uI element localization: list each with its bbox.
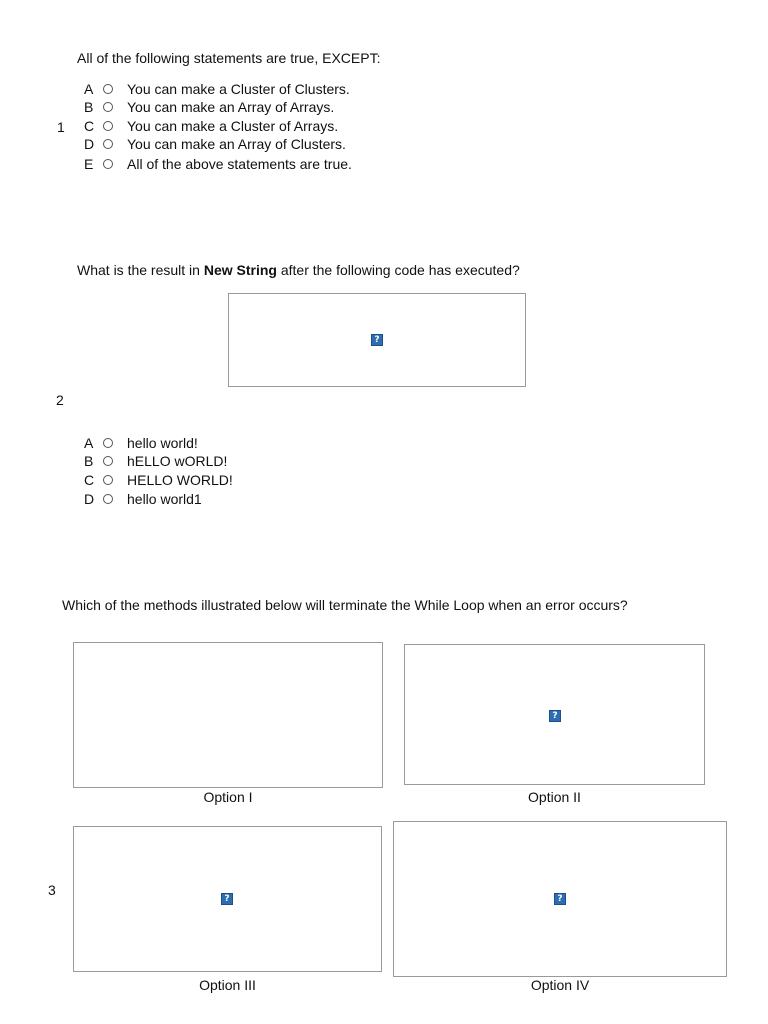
option-text: HELLO WORLD!: [127, 472, 233, 488]
radio-button[interactable]: [103, 456, 113, 466]
option-letter: D: [84, 136, 95, 152]
prompt-text: What is the result in: [77, 262, 204, 278]
question-1-prompt: All of the following statements are true, EXCEPT:: [77, 50, 381, 66]
option-letter: A: [84, 81, 94, 97]
option-letter: D: [84, 491, 95, 507]
radio-button[interactable]: [103, 121, 113, 131]
prompt-text: after the following code has executed?: [276, 262, 520, 278]
radio-button[interactable]: [103, 102, 113, 112]
missing-image-icon: ?: [554, 893, 566, 905]
question-3-number: 3: [48, 882, 56, 898]
option-ii-image: [404, 644, 705, 785]
question-2-prompt: [77, 262, 520, 278]
missing-image-icon: ?: [549, 710, 561, 722]
question-2-number: 2: [56, 392, 64, 408]
option-iii-image: [73, 826, 382, 972]
option-ii-caption: Option II: [528, 789, 581, 805]
question-3-prompt: Which of the methods illustrated below will terminate the While Loop when an error occurs?: [62, 597, 628, 613]
option-text: You can make a Cluster of Arrays.: [127, 118, 339, 134]
option-text: hello world!: [127, 435, 198, 451]
option-letter: B: [84, 99, 94, 115]
option-text: You can make an Array of Arrays.: [127, 99, 335, 115]
option-iv-image: [393, 821, 727, 977]
radio-button[interactable]: [103, 139, 113, 149]
radio-button[interactable]: [103, 475, 113, 485]
radio-button[interactable]: [103, 494, 113, 504]
radio-button[interactable]: [103, 438, 113, 448]
option-letter: B: [84, 453, 94, 469]
option-text: You can make a Cluster of Clusters.: [127, 81, 350, 97]
option-letter: C: [84, 472, 95, 488]
option-text: hELLO wORLD!: [127, 453, 228, 469]
option-letter: C: [84, 118, 95, 134]
prompt-emphasis: New String: [203, 262, 277, 278]
question-1-number: 1: [57, 119, 65, 135]
radio-button[interactable]: [103, 159, 113, 169]
option-text: You can make an Array of Clusters.: [127, 136, 346, 152]
radio-button[interactable]: [103, 84, 113, 94]
option-iv-caption: Option IV: [530, 977, 590, 993]
missing-image-icon: ?: [371, 334, 383, 346]
question-2-code-image: [228, 293, 526, 387]
option-text: All of the above statements are true.: [127, 156, 352, 172]
option-i-caption: Option I: [203, 789, 253, 805]
option-letter: E: [84, 156, 94, 172]
option-iii-caption: Option III: [199, 977, 256, 993]
option-i-image: [73, 642, 383, 788]
option-text: hello world1: [127, 491, 202, 507]
option-letter: A: [84, 435, 94, 451]
missing-image-icon: ?: [221, 893, 233, 905]
